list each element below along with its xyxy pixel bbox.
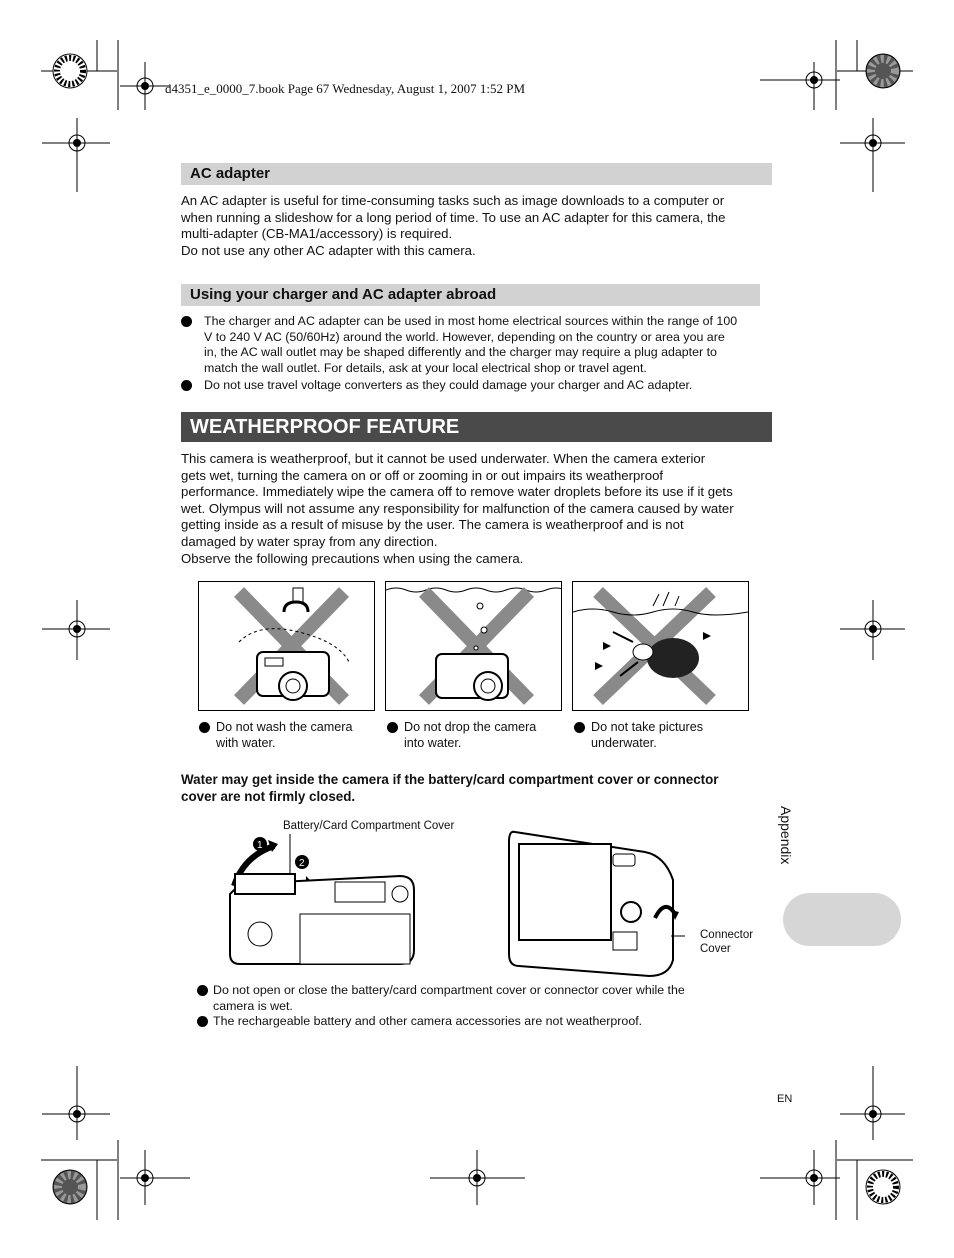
- no-wash-icon: [199, 582, 374, 710]
- paragraph-line: gets wet, turning the camera on or off or zooming in or out impairs its weatherproof: [181, 467, 664, 483]
- warning-line: Water may get inside the camera if the battery/card compartment cover or connector: [181, 772, 719, 787]
- paragraph-line: wet. Olympus will not assume any responsibility for malfunction of the camera caused by water: [181, 500, 734, 516]
- no-drop-icon: [386, 582, 561, 710]
- caption-line: Do not take pictures: [591, 720, 704, 734]
- paragraph-line: This camera is weatherproof, but it cannot be used underwater. When the camera exterior: [181, 451, 706, 466]
- no-underwater-icon: [573, 582, 748, 710]
- wash-illustration: [198, 581, 375, 711]
- print-header: d4351_e_0000_7.book Page 67 Wednesday, August 1, 2007 1:52 PM: [165, 81, 526, 96]
- paragraph-line: An AC adapter is useful for time-consuming tasks such as image downloads to a computer or: [181, 193, 725, 208]
- paragraph-line: when running a slideshow for a long period of time. To use an AC adapter for this camera, the: [181, 209, 726, 225]
- drop-illustration: [385, 581, 562, 711]
- abroad-bullet: [181, 378, 781, 394]
- weatherproof-heading: WEATHERPROOF FEATURE: [181, 412, 772, 442]
- bullet-line: The charger and AC adapter can be used in most home electrical sources within the range of 100: [204, 314, 738, 328]
- appendix-side-label: Appendix: [778, 806, 794, 865]
- connector-cover-label: [700, 929, 753, 956]
- underwater-illustration: [572, 581, 749, 711]
- bullet-line: The rechargeable battery and other camera accessories are not weatherproof.: [213, 1014, 643, 1028]
- step-number-2: 2: [299, 858, 305, 869]
- bullet-icon: [181, 316, 192, 327]
- paragraph-line: Observe the following precautions when using the camera.: [181, 550, 524, 566]
- bullet-icon: [197, 1016, 208, 1027]
- bullet-line: Do not use travel voltage converters as they could damage your charger and AC adapter.: [204, 378, 693, 392]
- paragraph-line: Do not use any other AC adapter with this camera.: [181, 242, 476, 258]
- bullet-line: in, the AC wall outlet may be shaped differently and the charger may require a plug adapter to: [204, 345, 717, 360]
- connector-label-line: Cover: [700, 942, 731, 955]
- bullet-icon: [387, 722, 398, 733]
- caption-drop: [387, 720, 567, 751]
- caption-line: Do not wash the camera: [216, 720, 353, 734]
- caption-underwater: [574, 720, 754, 751]
- warning-line: cover are not firmly closed.: [181, 788, 356, 804]
- bullet-line: Do not open or close the battery/card compartment cover or connector cover while the: [213, 983, 685, 997]
- cover-bullet: [197, 983, 777, 1014]
- paragraph-line: damaged by water spray from any direction.: [181, 533, 438, 549]
- bullet-icon: [181, 380, 192, 391]
- bullet-icon: [199, 722, 210, 733]
- bullet-line: match the wall outlet. For details, ask at your local electrical shop or travel agent.: [204, 360, 647, 375]
- accessories-bullet: [197, 1014, 777, 1030]
- caption-wash: [199, 720, 379, 751]
- water-warning: [181, 772, 781, 805]
- battery-cover-label: Battery/Card Compartment Cover: [283, 820, 455, 832]
- caption-line: underwater.: [591, 735, 657, 750]
- ac-adapter-paragraph: [181, 193, 725, 259]
- bullet-line: camera is wet.: [213, 998, 293, 1013]
- bullet-line: V to 240 V AC (50/60Hz) around the world. However, depending on the country or area you are: [204, 329, 725, 344]
- connector-label-line: Connector: [700, 929, 754, 941]
- caption-line: into water.: [404, 735, 462, 750]
- appendix-tab: [783, 893, 901, 946]
- caption-line: Do not drop the camera: [404, 720, 537, 734]
- bullet-icon: [197, 985, 208, 996]
- weatherproof-paragraph: [181, 451, 734, 567]
- battery-cover-diagram: [220, 834, 430, 974]
- paragraph-line: multi-adapter (CB-MA1/accessory) is required.: [181, 226, 453, 242]
- language-label: EN: [777, 1093, 793, 1105]
- abroad-bullet: [181, 314, 781, 376]
- paragraph-line: performance. Immediately wipe the camera off to remove water droplets before its use if it gets: [181, 484, 733, 500]
- connector-cover-diagram: [505, 828, 685, 978]
- step-number-1: 1: [257, 840, 263, 851]
- paragraph-line: getting inside as a result of misuse by the user. The camera is weatherproof and is not: [181, 517, 684, 533]
- bullet-icon: [574, 722, 585, 733]
- caption-line: with water.: [216, 735, 276, 750]
- abroad-heading: Using your charger and AC adapter abroad: [181, 284, 760, 306]
- ac-adapter-heading: AC adapter: [181, 163, 772, 185]
